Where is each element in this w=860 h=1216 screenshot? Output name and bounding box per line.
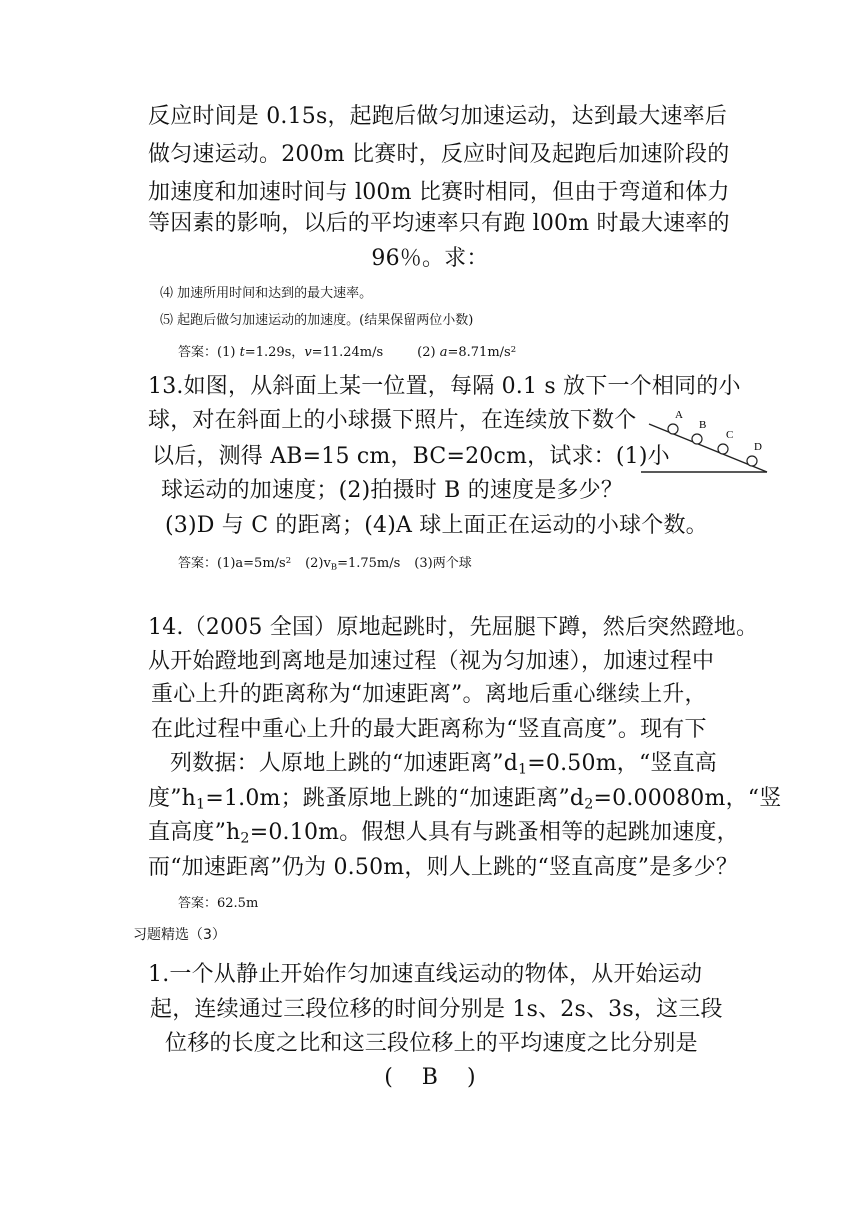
p12-line-5: 96％。求： [371,246,489,271]
p12-answer-t-var: t [239,345,245,361]
p12-answer-v: =11.24m/s [311,345,384,361]
p12-answer [178,340,516,362]
p12-line-4: 等因素的影响，以后的平均速率只有跑 l00m 时最大速率的 [148,211,730,236]
p12-subquestion-1: ⑷ 加速所用时间和达到的最大速率。 [160,286,373,301]
p12-answer-a-sup: 2 [510,344,517,354]
p12-line-3: 加速度和加速时间与 l00m 比赛时相同，但由于弯道和体力 [148,180,730,205]
p12-line-2: 做匀速运动。200m 比赛时，反应时间及起跑后加速阶段的 [148,142,730,167]
p13-answer [178,551,472,575]
p14-line-5-sub: 1 [517,761,528,778]
p14-line-6a: 度”h [148,786,197,811]
p14-line-5a: 列数据：人原地上跳的“加速距离”d [170,751,518,776]
p13-line-3: 以后，测得 AB=15 cm，BC=20cm，试求：(1)小 [152,444,670,469]
p14-line-6 [148,785,781,819]
p13-line-4: 球运动的加速度；(2)拍摄时 B 的速度是多少？ [161,478,624,503]
label-d: D [754,441,762,453]
p12-answer-a-var: a [439,345,448,361]
p12-answer-part2: (2) [417,345,440,361]
p14-line-6c: =0.00080m，“竖 [593,786,782,811]
ball-a [668,424,678,434]
p14-line-7 [148,819,739,853]
section-title: 习题精选（3） [133,927,226,943]
p14-line-7a: 直高度”h [148,820,241,845]
label-a: A [675,409,683,421]
q1-answer-bracket: ( B ) [384,1065,476,1090]
p12-subquestion-2: ⑸ 起跑后做匀加速运动的加速度。(结果保留两位小数) [160,313,474,328]
p14-line-8: 而“加速距离”仍为 0.50m，则人上跳的“竖直高度”是多少？ [148,855,739,880]
ball-d [747,456,757,466]
p13-answer-2-sub: B [330,561,338,572]
p14-answer: 答案：62.5m [178,896,259,911]
p13-line-5: (3)D 与 C 的距离；(4)A 球上面正在运动的小球个数。 [165,513,708,538]
p14-line-4: 在此过程中重心上升的最大距离称为“竖直高度”。现有下 [151,717,707,742]
q1-line-1: 1.一个从静止开始作匀加速直线运动的物体，从开始运动 [148,962,703,987]
p13-line-1: 13.如图，从斜面上某一位置，每隔 0.1 s 放下一个相同的小 [148,374,741,399]
p14-line-6-sub: 1 [196,796,206,813]
label-c: C [726,429,734,441]
p14-line-7-sub: 2 [240,830,250,847]
ball-b [692,434,702,444]
p14-line-3: 重心上升的距离称为“加速距离”。离地后重心继续上升， [151,682,707,707]
p13-answer-1: 答案：(1)a=5m/s [178,556,286,572]
p14-line-1: 14.（2005 全国）原地起跳时，先屈腿下蹲，然后突然蹬地。 [148,615,759,640]
p12-answer-v-var: v [304,345,312,361]
q1-line-2: 起，连续通过三段位移的时间分别是 1s、2s、3s，这三段 [150,997,723,1022]
p14-line-6b: =1.0m；跳蚤原地上跳的“加速距离”d [205,786,585,811]
p14-line-7b: =0.10m。假想人具有与跳蚤相等的起跳加速度， [249,820,739,845]
p12-answer-t: =1.29s， [244,345,305,361]
p13-answer-3: (3)两个球 [414,556,472,572]
p13-answer-1-sup: 2 [285,555,292,565]
p14-line-5 [170,750,717,784]
incline-figure [635,402,770,474]
p12-line-1: 反应时间是 0.15s，起跑后做匀加速运动，达到最大速率后 [148,104,728,129]
p14-line-2: 从开始蹬地到离地是加速过程（视为匀加速），加速过程中 [148,649,715,674]
label-b: B [699,419,707,431]
ball-c [718,444,728,454]
p14-line-5b: =0.50m，“竖直高 [527,751,718,776]
p12-answer-prefix: 答案：(1) [178,345,240,361]
p14-line-6-sub2: 2 [584,796,594,813]
p13-line-2: 球，对在斜面上的小球摄下照片，在连续放下数个 [148,408,637,433]
q1-line-3: 位移的长度之比和这三段位移上的平均速度之比分别是 [165,1031,698,1056]
p13-answer-2: (2)v [305,556,331,572]
p13-answer-2-rest: =1.75m/s [337,556,401,572]
p12-answer-a: =8.71m/s [447,345,511,361]
